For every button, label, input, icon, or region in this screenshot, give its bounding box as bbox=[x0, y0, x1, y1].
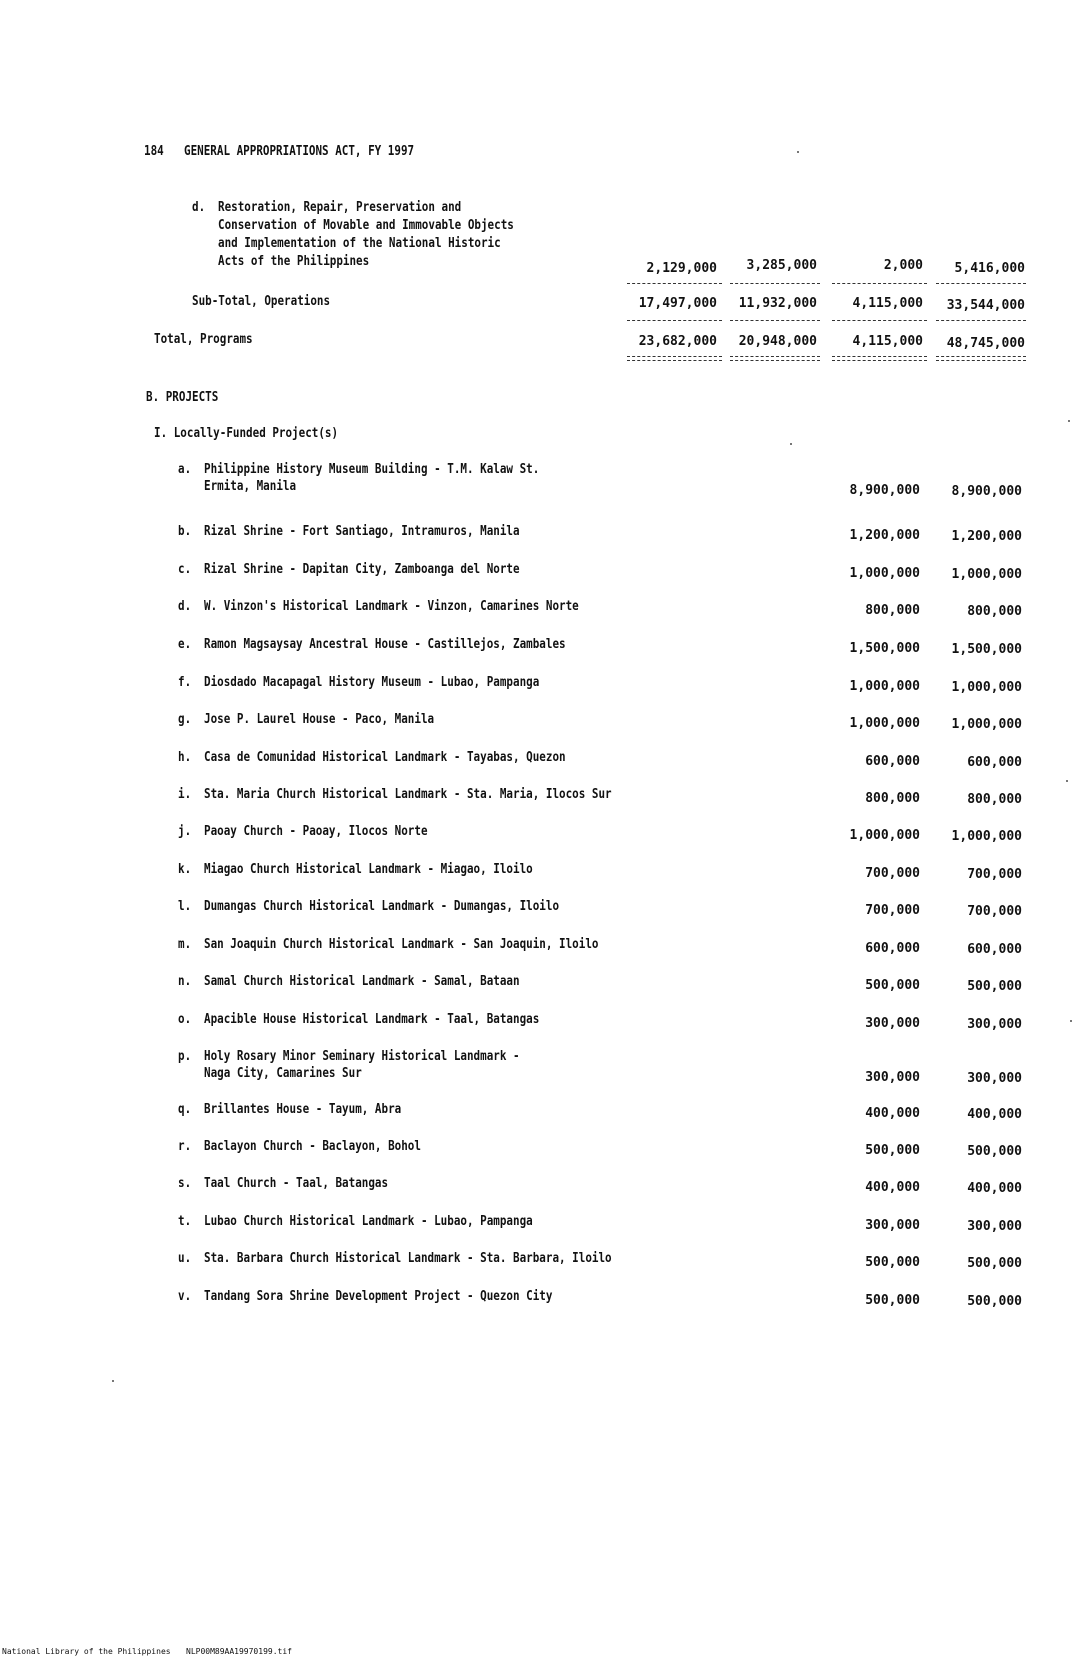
project-amount: 1,000,000 bbox=[849, 716, 920, 731]
separator bbox=[627, 283, 722, 284]
item-d-col4: 5,416,000 bbox=[954, 261, 1025, 276]
project-total: 800,000 bbox=[967, 792, 1022, 807]
project-description-line: Tandang Sora Shrine Development Project - Quezon City bbox=[204, 1289, 553, 1304]
project-letter: o. bbox=[178, 1012, 192, 1027]
project-description-line: Lubao Church Historical Landmark - Lubao, Pampanga bbox=[204, 1214, 533, 1229]
project-total: 400,000 bbox=[967, 1181, 1022, 1196]
project-total: 700,000 bbox=[967, 867, 1022, 882]
project-description-line: Paoay Church - Paoay, Ilocos Norte bbox=[204, 824, 428, 839]
scan-speck bbox=[790, 443, 792, 445]
project-description-line: Miagao Church Historical Landmark - Miagao, Iloilo bbox=[204, 862, 533, 877]
footer-library: National Library of the Philippines bbox=[2, 1647, 171, 1656]
total-col1: 23,682,000 bbox=[638, 334, 717, 349]
project-total: 300,000 bbox=[967, 1017, 1022, 1032]
project-description-line: Ermita, Manila bbox=[204, 479, 297, 494]
project-letter: h. bbox=[178, 750, 192, 765]
project-letter: n. bbox=[178, 974, 192, 989]
project-amount: 700,000 bbox=[865, 866, 920, 881]
project-letter: l. bbox=[178, 899, 192, 914]
separator bbox=[936, 320, 1026, 321]
project-total: 600,000 bbox=[967, 755, 1022, 770]
project-total: 1,000,000 bbox=[951, 680, 1022, 695]
subsection-1-heading: I. Locally-Funded Project(s) bbox=[154, 426, 339, 441]
project-amount: 500,000 bbox=[865, 1293, 920, 1308]
project-total: 500,000 bbox=[967, 979, 1022, 994]
double-separator bbox=[936, 356, 1026, 361]
item-d-col1: 2,129,000 bbox=[646, 261, 717, 276]
project-amount: 1,000,000 bbox=[849, 828, 920, 843]
project-total: 600,000 bbox=[967, 942, 1022, 957]
project-amount: 1,000,000 bbox=[849, 566, 920, 581]
project-description-line: Diosdado Macapagal History Museum - Lubao, Pampanga bbox=[204, 675, 540, 690]
project-letter: p. bbox=[178, 1049, 192, 1064]
project-amount: 500,000 bbox=[865, 1255, 920, 1270]
project-letter: g. bbox=[178, 712, 192, 727]
scan-speck bbox=[1068, 420, 1070, 422]
separator bbox=[627, 320, 722, 321]
project-amount: 800,000 bbox=[865, 603, 920, 618]
project-letter: t. bbox=[178, 1214, 192, 1229]
project-letter: c. bbox=[178, 562, 192, 577]
separator bbox=[730, 283, 820, 284]
project-description-line: Jose P. Laurel House - Paco, Manila bbox=[204, 712, 435, 727]
project-amount: 600,000 bbox=[865, 941, 920, 956]
item-d-col2: 3,285,000 bbox=[746, 258, 817, 273]
project-amount: 500,000 bbox=[865, 978, 920, 993]
subtotal-col2: 11,932,000 bbox=[738, 296, 817, 311]
project-total: 500,000 bbox=[967, 1144, 1022, 1159]
project-total: 1,000,000 bbox=[951, 717, 1022, 732]
project-letter: r. bbox=[178, 1139, 192, 1154]
project-letter: u. bbox=[178, 1251, 192, 1266]
project-amount: 300,000 bbox=[865, 1218, 920, 1233]
total-label: Total, Programs bbox=[154, 332, 253, 347]
project-description-line: Taal Church - Taal, Batangas bbox=[204, 1176, 389, 1191]
project-description-line: Dumangas Church Historical Landmark - Dumangas, Iloilo bbox=[204, 899, 560, 914]
scan-speck bbox=[1066, 780, 1068, 782]
project-description-line: Philippine History Museum Building - T.M. Kalaw St. bbox=[204, 462, 540, 477]
project-amount: 300,000 bbox=[865, 1070, 920, 1085]
double-separator bbox=[832, 356, 927, 361]
project-letter: q. bbox=[178, 1102, 192, 1117]
project-total: 1,200,000 bbox=[951, 529, 1022, 544]
project-description-line: Samal Church Historical Landmark - Samal, Bataan bbox=[204, 974, 520, 989]
project-total: 500,000 bbox=[967, 1294, 1022, 1309]
item-d-line-1: Restoration, Repair, Preservation and bbox=[218, 200, 462, 215]
section-b-heading: B. PROJECTS bbox=[146, 390, 219, 405]
separator bbox=[832, 283, 927, 284]
page-number: 184 bbox=[144, 144, 164, 159]
project-letter: k. bbox=[178, 862, 192, 877]
item-d-letter: d. bbox=[192, 200, 206, 215]
project-letter: e. bbox=[178, 637, 192, 652]
total-col3: 4,115,000 bbox=[852, 334, 923, 349]
project-description-line: San Joaquin Church Historical Landmark - San Joaquin, Iloilo bbox=[204, 937, 599, 952]
item-d-col3: 2,000 bbox=[883, 258, 923, 273]
project-letter: v. bbox=[178, 1289, 192, 1304]
footer-file-id: NLP00M89AA19970199.tif bbox=[186, 1647, 292, 1656]
double-separator bbox=[627, 356, 722, 361]
project-amount: 800,000 bbox=[865, 791, 920, 806]
project-amount: 1,200,000 bbox=[849, 528, 920, 543]
project-amount: 700,000 bbox=[865, 903, 920, 918]
project-letter: b. bbox=[178, 524, 192, 539]
project-amount: 1,500,000 bbox=[849, 641, 920, 656]
project-description-line: Apacible House Historical Landmark - Taal, Batangas bbox=[204, 1012, 540, 1027]
project-total: 1,000,000 bbox=[951, 567, 1022, 582]
project-letter: i. bbox=[178, 787, 192, 802]
project-amount: 1,000,000 bbox=[849, 679, 920, 694]
project-total: 1,500,000 bbox=[951, 642, 1022, 657]
project-letter: a. bbox=[178, 462, 192, 477]
subtotal-col1: 17,497,000 bbox=[638, 296, 717, 311]
item-d-line-3: and Implementation of the National Historic bbox=[218, 236, 501, 251]
project-amount: 300,000 bbox=[865, 1016, 920, 1031]
project-total: 700,000 bbox=[967, 904, 1022, 919]
project-description-line: Sta. Maria Church Historical Landmark - Sta. Maria, Ilocos Sur bbox=[204, 787, 612, 802]
project-description-line: Rizal Shrine - Dapitan City, Zamboanga del Norte bbox=[204, 562, 520, 577]
project-total: 8,900,000 bbox=[951, 484, 1022, 499]
project-amount: 500,000 bbox=[865, 1143, 920, 1158]
total-col2: 20,948,000 bbox=[738, 334, 817, 349]
project-letter: s. bbox=[178, 1176, 192, 1191]
project-total: 500,000 bbox=[967, 1256, 1022, 1271]
scan-speck bbox=[797, 151, 799, 153]
scan-speck bbox=[112, 1380, 114, 1382]
item-d-line-4: Acts of the Philippines bbox=[218, 254, 370, 269]
scan-speck bbox=[1070, 1020, 1072, 1022]
page-header-title: GENERAL APPROPRIATIONS ACT, FY 1997 bbox=[184, 144, 415, 159]
project-amount: 400,000 bbox=[865, 1106, 920, 1121]
project-total: 400,000 bbox=[967, 1107, 1022, 1122]
project-total: 300,000 bbox=[967, 1071, 1022, 1086]
project-description-line: Baclayon Church - Baclayon, Bohol bbox=[204, 1139, 421, 1154]
project-amount: 400,000 bbox=[865, 1180, 920, 1195]
separator bbox=[832, 320, 927, 321]
project-total: 800,000 bbox=[967, 604, 1022, 619]
project-description-line: Brillantes House - Tayum, Abra bbox=[204, 1102, 402, 1117]
project-amount: 600,000 bbox=[865, 754, 920, 769]
project-description-line: Casa de Comunidad Historical Landmark - Tayabas, Quezon bbox=[204, 750, 566, 765]
project-description-line: Sta. Barbara Church Historical Landmark - Sta. Barbara, Iloilo bbox=[204, 1251, 612, 1266]
project-description-line: Rizal Shrine - Fort Santiago, Intramuros, Manila bbox=[204, 524, 520, 539]
double-separator bbox=[730, 356, 820, 361]
project-total: 1,000,000 bbox=[951, 829, 1022, 844]
project-amount: 8,900,000 bbox=[849, 483, 920, 498]
project-letter: j. bbox=[178, 824, 192, 839]
subtotal-col3: 4,115,000 bbox=[852, 296, 923, 311]
project-description-line: W. Vinzon's Historical Landmark - Vinzon, Camarines Norte bbox=[204, 599, 579, 614]
project-description-line: Ramon Magsaysay Ancestral House - Castillejos, Zambales bbox=[204, 637, 566, 652]
project-description-line: Holy Rosary Minor Seminary Historical Landmark - bbox=[204, 1049, 520, 1064]
subtotal-label: Sub-Total, Operations bbox=[192, 294, 331, 309]
project-letter: f. bbox=[178, 675, 192, 690]
project-letter: d. bbox=[178, 599, 192, 614]
project-letter: m. bbox=[178, 937, 192, 952]
item-d-line-2: Conservation of Movable and Immovable Objects bbox=[218, 218, 514, 233]
project-description-line: Naga City, Camarines Sur bbox=[204, 1066, 362, 1081]
separator bbox=[936, 283, 1026, 284]
subtotal-col4: 33,544,000 bbox=[946, 298, 1025, 313]
project-total: 300,000 bbox=[967, 1219, 1022, 1234]
separator bbox=[730, 320, 820, 321]
total-col4: 48,745,000 bbox=[946, 336, 1025, 351]
